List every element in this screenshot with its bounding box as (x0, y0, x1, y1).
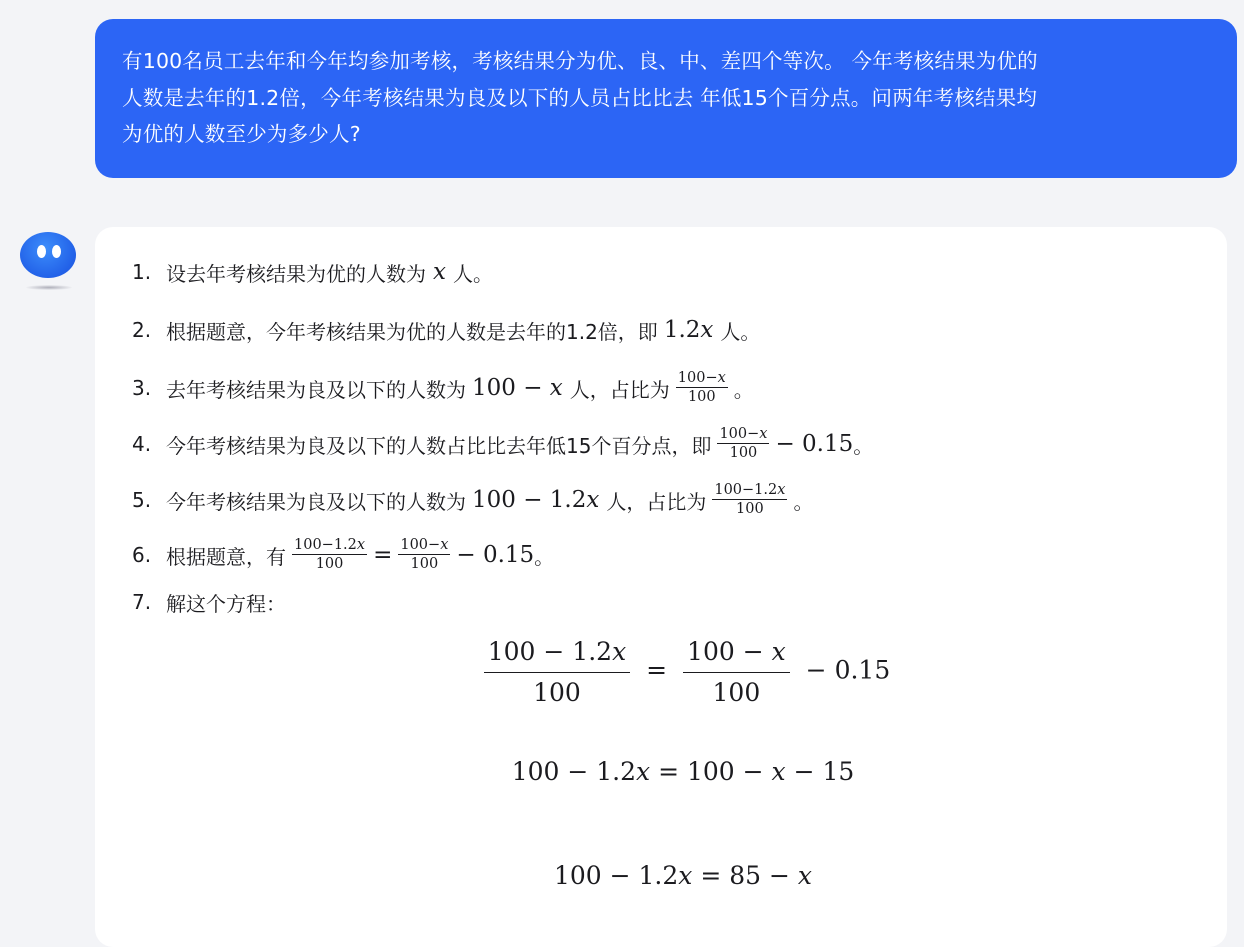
math-fraction: $\frac{100-x}{100}$ (719, 426, 768, 461)
display-equation-2: 100 − 1.2x = 100 − x − 15 (511, 757, 855, 786)
step-5 (132, 480, 813, 520)
step-4 (132, 424, 873, 464)
user-message-bubble (95, 19, 1237, 178)
step-text: 今年考核结果为良及以下的人数占比比去年低15个百分点，即 (166, 433, 712, 458)
step-text: 今年考核结果为良及以下的人数为 (166, 489, 466, 514)
step-text: 根据题意，今年考核结果为优的人数是去年的1.2倍，即 (166, 319, 658, 344)
question-line-2: 人数是去年的1.2倍，今年考核结果为良及以下的人员占比比去 年低15个百分点。问两年考核结果均 (122, 85, 1038, 110)
math-fraction: $\frac{100-x}{100}$ (400, 537, 449, 572)
step-text: 去年考核结果为良及以下的人数为 (166, 377, 466, 402)
step-suffix: 。 (733, 377, 754, 402)
math-expression: − 0.15 (456, 542, 535, 568)
step-suffix: 人。 (720, 319, 761, 344)
question-line-1: 有100名员工去年和今年均参加考核，考核结果分为优、良、中、差四个等次。 今年考核结果为优的 (122, 49, 1038, 73)
step-number: 7. (132, 590, 152, 614)
math-expression: 100 − 1.2x (472, 487, 600, 513)
step-number: 6. (132, 543, 152, 567)
step-number: 2. (132, 318, 152, 342)
step-text: 解这个方程： (166, 591, 286, 616)
step-number: 5. (132, 488, 152, 512)
robot-face-icon (20, 232, 76, 278)
step-3 (132, 368, 754, 408)
step-7 (132, 582, 286, 622)
math-fraction: $\frac{100-1.2x}{100}$ (714, 482, 786, 517)
step-text: 根据题意，有 (166, 544, 286, 569)
equals-sign: = (646, 655, 668, 685)
math-fraction: $\frac{100-1.2x}{100}$ (294, 537, 366, 572)
step-2 (132, 310, 760, 350)
equals-sign: = (373, 542, 393, 568)
step-1 (132, 252, 493, 292)
step-number: 1. (132, 260, 152, 284)
math-variable: x (433, 259, 446, 285)
math-fraction: $\frac{100 - x}{100}$ (683, 637, 790, 707)
assistant-answer-card (95, 227, 1227, 947)
step-number: 4. (132, 432, 152, 456)
question-line-3: 为优的人数至少为多少人? (122, 122, 361, 146)
math-fraction: $\frac{100 - 1.2x}{100}$ (484, 637, 630, 707)
avatar-shadow (26, 285, 72, 290)
step-suffix: 。 (853, 433, 874, 458)
step-middle-text: 人，占比为 (606, 489, 707, 514)
avatar-eye-left (37, 245, 46, 258)
math-expression: − 0.15 (805, 655, 891, 685)
display-equation-1 (95, 637, 1244, 707)
step-suffix: 。 (793, 489, 814, 514)
math-fraction: $\frac{100-x}{100}$ (677, 370, 726, 405)
step-middle-text: 人，占比为 (569, 377, 670, 402)
step-6 (132, 535, 554, 575)
step-text: 设去年考核结果为优的人数为 (166, 261, 426, 286)
math-expression: − 0.15 (775, 431, 854, 457)
step-number: 3. (132, 376, 152, 400)
math-expression: 100 − x (472, 375, 563, 401)
avatar-eye-right (52, 245, 61, 258)
display-equation-3: 100 − 1.2x = 85 − x (553, 861, 813, 890)
step-suffix: 。 (534, 544, 555, 569)
step-suffix: 人。 (452, 261, 493, 286)
math-expression: 1.2x (663, 317, 714, 343)
